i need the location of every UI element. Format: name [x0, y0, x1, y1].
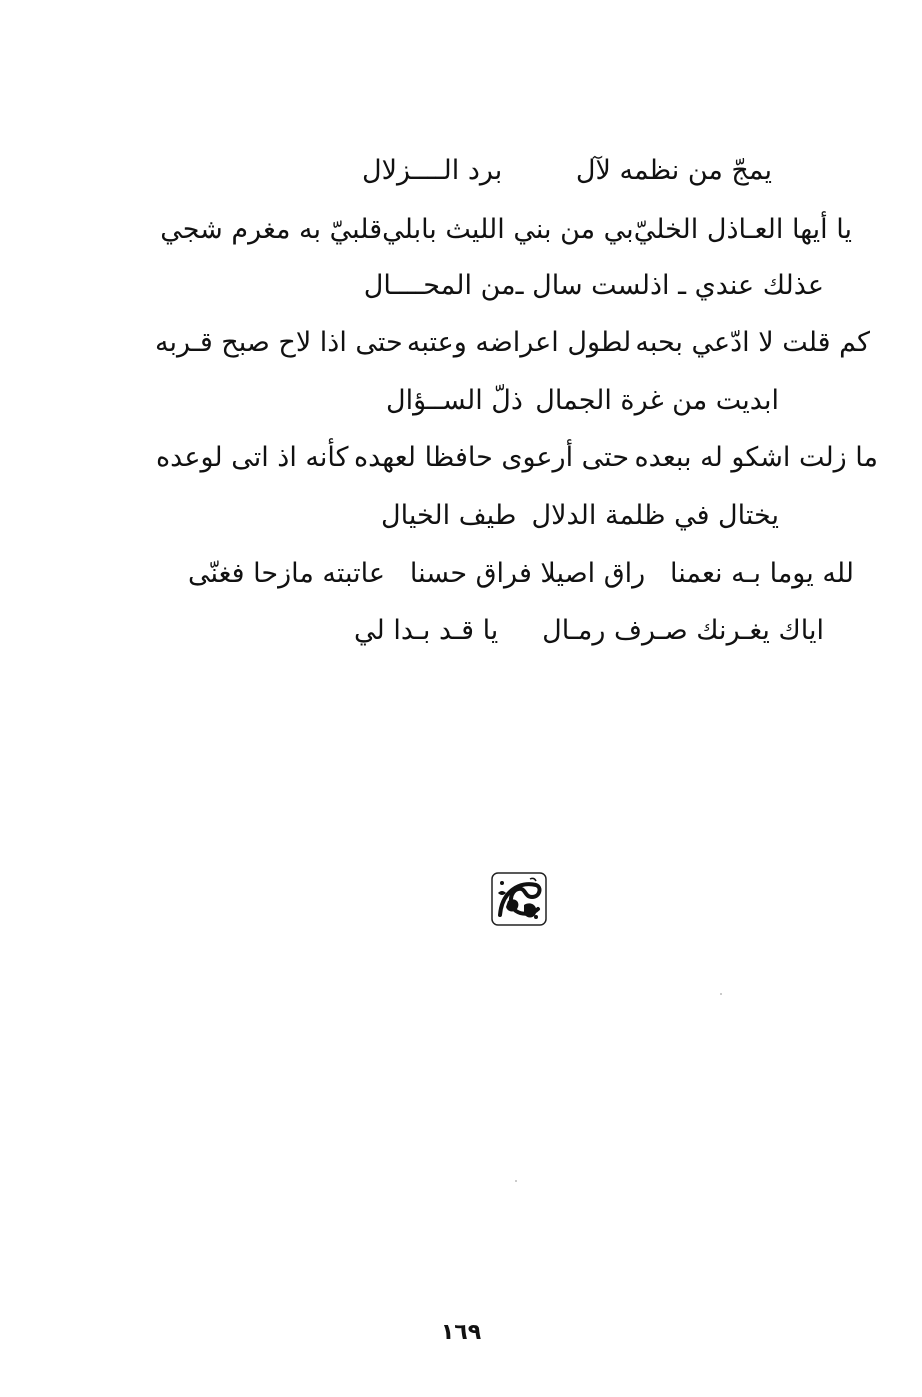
- line-7-segment-1: يختال في ظلمة الدلال: [531, 500, 779, 531]
- line-8-segment-1: لله يوما بـه نعمنا: [670, 558, 854, 589]
- line-6-segment-2: حتى أرعوى حافظا لعهده: [353, 442, 630, 473]
- poem-line-1: [362, 153, 772, 189]
- line-9-segment-2: يا قـد بـدا لي: [354, 615, 499, 646]
- line-1-segment-1: يمجّ من نظمه لآل: [575, 155, 772, 186]
- poem-line-7: [381, 498, 779, 534]
- line-9-segment-1: اياك يغـرنك صـرف رمـال: [542, 615, 824, 646]
- poem-line-8: [188, 556, 854, 592]
- poem-line-2: [162, 212, 852, 248]
- poem-line-4: [155, 325, 870, 361]
- paper-speck: [720, 993, 722, 995]
- line-1-segment-2: برد الــــزلال: [362, 155, 503, 186]
- line-3-segment-1: عذلك عندي ـ اذلست سال ـ: [515, 270, 824, 301]
- line-2-segment-1: يا أيها العـاذل الخليّ: [633, 214, 852, 245]
- line-5-segment-1: ابديت من غرة الجمال: [535, 385, 779, 416]
- line-7-segment-2: طيف الخيال: [381, 500, 517, 531]
- line-8-segment-3: عاتبته مازحا فغنّى: [188, 558, 386, 589]
- line-4-segment-2: لطول اعراضه وعتبه: [406, 327, 632, 358]
- line-6-segment-1: ما زلت اشكو له ببعده: [634, 442, 878, 473]
- paper-speck: [515, 1180, 517, 1182]
- line-3-segment-2: من المحــــال: [363, 270, 516, 301]
- line-2-segment-3: قلبيّ به مغرم شجي: [160, 214, 383, 245]
- poem-line-3: [364, 268, 824, 304]
- line-4-segment-1: كم قلت لا ادّعي بحبه: [635, 327, 870, 358]
- line-8-segment-2: راق اصيلا فراق حسنا: [409, 558, 646, 589]
- poem-line-9: [354, 613, 824, 649]
- line-4-segment-3: حتى اذا لاح صبح قـربه: [155, 327, 403, 358]
- line-5-segment-2: ذلّ الســؤال: [386, 385, 523, 416]
- line-6-segment-3: كأنه اذ اتى لوعده: [156, 442, 349, 473]
- floral-vignette-icon: [490, 871, 548, 927]
- line-2-segment-2: بي من بني الليث بابلي: [382, 214, 634, 245]
- page-number: ١٦٩: [440, 1320, 482, 1345]
- poem-line-6: [156, 440, 878, 476]
- poem-line-5: [386, 383, 779, 419]
